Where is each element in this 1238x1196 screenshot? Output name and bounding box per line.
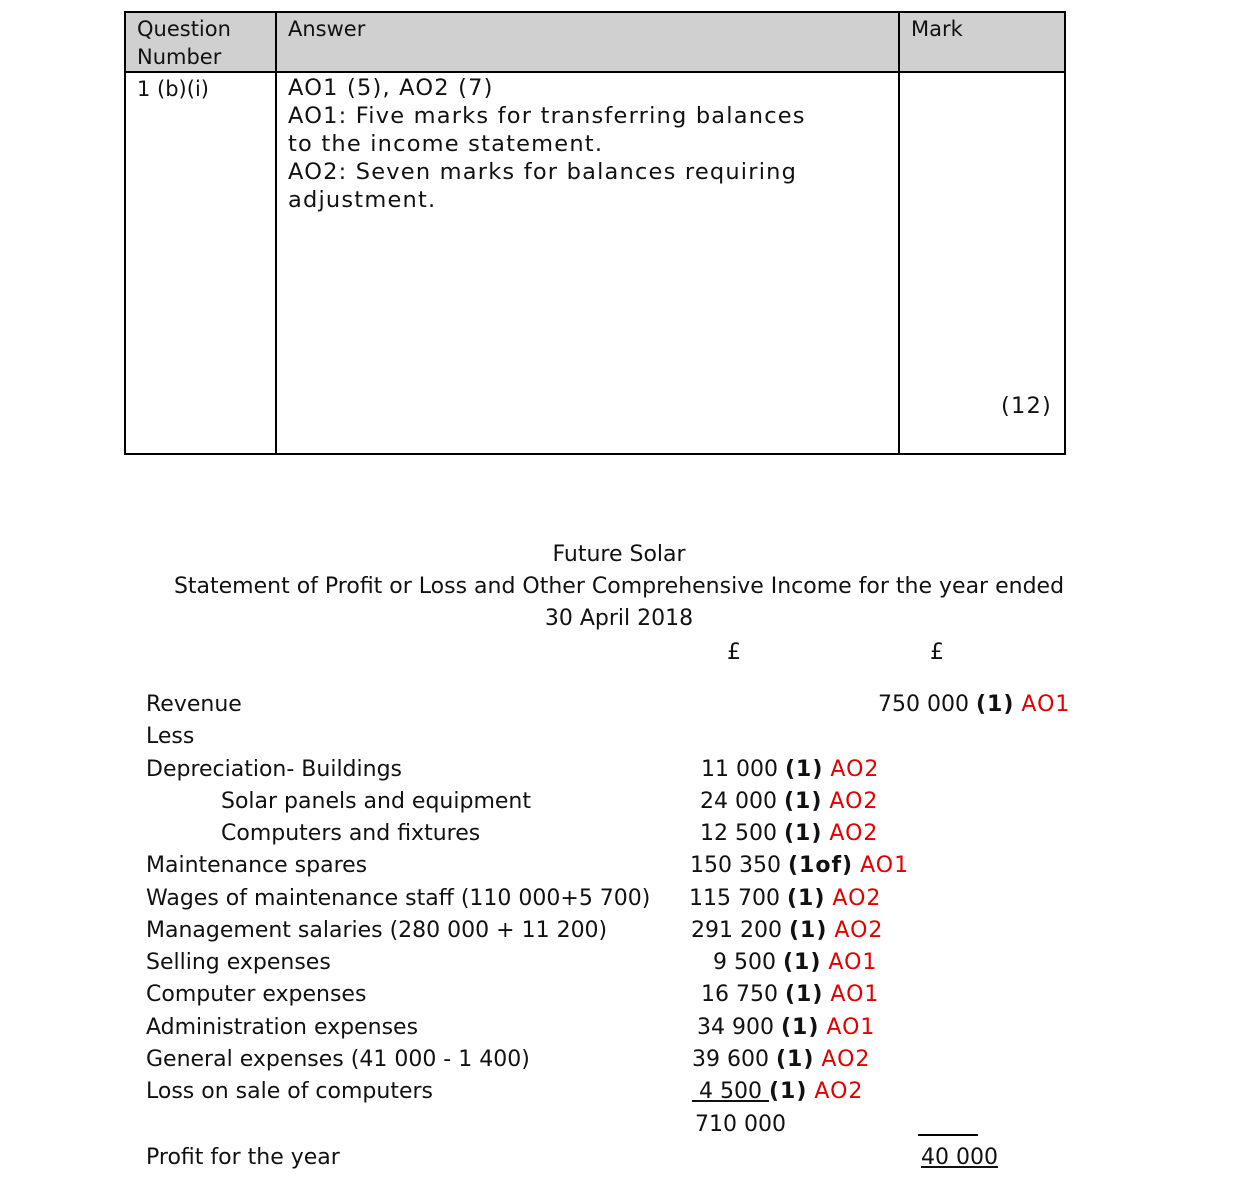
statement-date: 30 April 2018 xyxy=(544,606,694,631)
expense-label: Computers and fixtures xyxy=(221,821,481,846)
expense-amount-line xyxy=(691,918,883,943)
less-label: Less xyxy=(146,724,195,749)
expense-label: Administration expenses xyxy=(146,1015,419,1040)
expense-mark: (1) xyxy=(784,757,824,782)
header-mark: Mark xyxy=(899,12,1065,72)
expense-label: Depreciation- Buildings xyxy=(146,757,403,782)
answer-line: AO1: Five marks for transferring balances xyxy=(288,103,806,129)
revenue-ao: AO1 xyxy=(1021,692,1071,717)
expense-ao: AO2 xyxy=(834,918,884,943)
mark-scheme-table xyxy=(124,11,1066,455)
expense-amount-line xyxy=(689,886,881,911)
expense-label: Solar panels and equipment xyxy=(221,789,531,814)
revenue-mark: (1) xyxy=(975,692,1015,717)
expense-amount-line xyxy=(700,821,878,846)
expense-amount: 9 500 xyxy=(713,950,776,975)
expense-label: Wages of maintenance staff (110 000+5 700) xyxy=(146,886,651,911)
expense-mark: (1) xyxy=(784,982,824,1007)
expense-mark: (1) xyxy=(768,1079,808,1104)
expense-ao: AO2 xyxy=(830,757,880,782)
currency-col1: £ xyxy=(727,640,741,665)
expense-amount: 34 900 xyxy=(697,1015,774,1040)
expense-mark: (1) xyxy=(780,1015,820,1040)
expense-ao: AO1 xyxy=(828,950,878,975)
expense-label: Management salaries (280 000 + 11 200) xyxy=(146,918,608,943)
expense-amount-line xyxy=(692,1047,870,1072)
expense-ao: AO2 xyxy=(829,821,879,846)
subtotal-rule xyxy=(918,1134,978,1136)
header-answer: Answer xyxy=(276,12,899,72)
expense-label: Maintenance spares xyxy=(146,853,368,878)
expense-amount-line xyxy=(692,1079,863,1104)
answer-line: adjustment. xyxy=(288,187,437,213)
expense-amount: 16 750 xyxy=(701,982,778,1007)
expense-label: Loss on sale of computers xyxy=(146,1079,433,1104)
expense-amount: 291 200 xyxy=(691,918,782,943)
expense-mark: (1) xyxy=(783,821,823,846)
answer-line: to the income statement. xyxy=(288,131,604,157)
expense-amount: 150 350 xyxy=(690,853,781,878)
answer-text xyxy=(276,72,899,454)
expense-ao: AO2 xyxy=(829,789,879,814)
total-expenses: 710 000 xyxy=(695,1112,786,1137)
expense-amount: 12 500 xyxy=(700,821,777,846)
expense-amount: 11 000 xyxy=(701,757,778,782)
expense-mark: (1) xyxy=(782,950,822,975)
company-name: Future Solar xyxy=(552,542,686,567)
expense-mark: (1) xyxy=(788,918,828,943)
answer-line: AO2: Seven marks for balances requiring xyxy=(288,159,798,185)
expense-ao: AO1 xyxy=(860,853,910,878)
expense-mark: (1of) xyxy=(787,853,854,878)
revenue-label: Revenue xyxy=(146,692,242,717)
expense-ao: AO2 xyxy=(814,1079,864,1104)
revenue-amount: 750 000 xyxy=(878,692,969,717)
expense-amount-line xyxy=(690,853,909,878)
answer-line: AO1 (5), AO2 (7) xyxy=(288,75,494,101)
expense-mark: (1) xyxy=(783,789,823,814)
expense-ao: AO1 xyxy=(826,1015,876,1040)
statement-title: Statement of Profit or Loss and Other Comprehensive Income for the year ended xyxy=(173,574,1065,599)
expense-ao: AO2 xyxy=(832,886,882,911)
expense-amount-line xyxy=(700,789,878,814)
expense-ao: AO1 xyxy=(830,982,880,1007)
expense-amount: 39 600 xyxy=(692,1047,769,1072)
profit-label: Profit for the year xyxy=(146,1145,340,1170)
expense-amount: 115 700 xyxy=(689,886,780,911)
expense-mark: (1) xyxy=(775,1047,815,1072)
profit-amount: 40 000 xyxy=(921,1145,998,1170)
expense-mark: (1) xyxy=(786,886,826,911)
expense-label: Computer expenses xyxy=(146,982,367,1007)
mark-cell xyxy=(899,72,1065,454)
revenue-amount-line xyxy=(878,692,1070,717)
expense-amount-line xyxy=(701,757,879,782)
currency-col2: £ xyxy=(930,640,944,665)
expense-amount: 24 000 xyxy=(700,789,777,814)
header-question-number: Question Number xyxy=(125,12,276,72)
mark-total: (12) xyxy=(1001,393,1052,419)
expense-amount-line xyxy=(697,1015,875,1040)
expense-amount-line xyxy=(713,950,877,975)
expense-amount: 4 500 xyxy=(699,1079,762,1104)
expense-ao: AO2 xyxy=(821,1047,871,1072)
expense-label: Selling expenses xyxy=(146,950,331,975)
expense-amount-line xyxy=(701,982,879,1007)
expense-label: General expenses (41 000 - 1 400) xyxy=(146,1047,530,1072)
question-number: 1 (b)(i) xyxy=(125,72,276,454)
